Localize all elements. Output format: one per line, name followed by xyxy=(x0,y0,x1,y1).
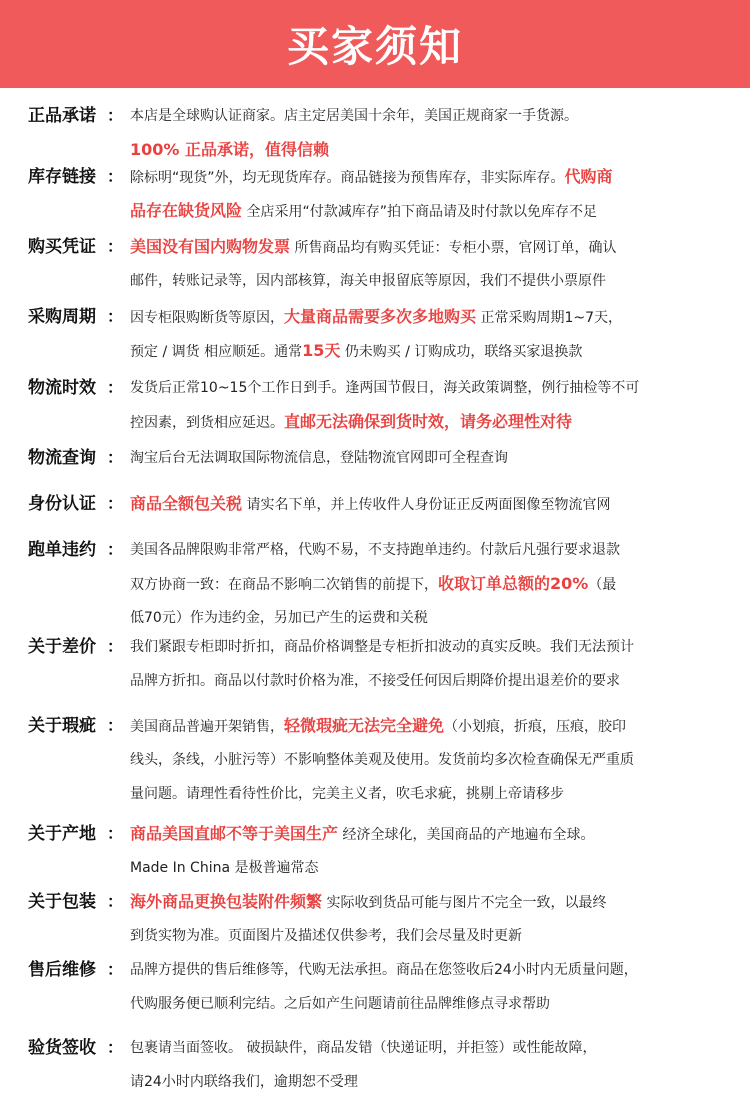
highlight-text: 商品全额包关税 xyxy=(130,494,243,513)
section-label: 物流查询 xyxy=(28,448,96,468)
section-line xyxy=(130,266,730,296)
highlight-text: 商品美国直邮不等于美国生产 xyxy=(130,824,339,843)
section-colon: ： xyxy=(107,378,124,397)
section-label: 验货签收 xyxy=(28,1038,96,1058)
body-text: 美国各品牌限购非常严格，代购不易，不支持跑单违约。付款后凡强行要求退款 xyxy=(130,542,620,558)
section-colon: ： xyxy=(107,106,124,125)
section-line xyxy=(130,196,730,227)
highlight-text: 美国没有国内购物发票 xyxy=(130,237,291,256)
body-text: 我们紧跟专柜即时折扣，商品价格调整是专柜折扣波动的真实反映。我们无法预计 xyxy=(130,639,634,655)
section-colon: ： xyxy=(107,540,124,559)
highlight-text: 收取订单总额的20% xyxy=(438,574,589,593)
section-colon: ： xyxy=(107,237,124,256)
highlight-text: 15天 xyxy=(302,341,341,360)
section-line xyxy=(130,955,730,985)
section-line xyxy=(130,569,730,600)
body-text: 美国商品普遍开架销售， xyxy=(130,719,284,735)
section-line xyxy=(130,711,730,742)
section-colon: ： xyxy=(107,1038,124,1057)
body-text: （最 xyxy=(588,577,617,593)
section-line xyxy=(130,819,730,850)
section-colon: ： xyxy=(107,716,124,735)
section-colon: ： xyxy=(107,494,124,513)
section-label: 关于瑕疵 xyxy=(28,716,96,736)
body-text: 低70元）作为违约金，另加已产生的运费和关税 xyxy=(130,610,428,626)
body-text: 正常采购周期1~7天， xyxy=(476,310,623,326)
section-colon: ： xyxy=(107,960,124,979)
highlight-text: 直邮无法确保到货时效，请务必理性对待 xyxy=(284,412,573,431)
section-colon: ： xyxy=(107,167,124,186)
body-text: 品牌方提供的售后维修等，代购无法承担。商品在您签收后24小时内无质量问题， xyxy=(130,962,638,978)
section-line xyxy=(130,989,730,1019)
highlight-text: 100% 正品承诺，值得信赖 xyxy=(130,140,330,159)
section-label: 关于产地 xyxy=(28,824,96,844)
section-line xyxy=(130,489,730,520)
section-line xyxy=(130,302,730,333)
highlight-text: 品存在缺货风险 xyxy=(130,201,243,220)
body-text: 因专柜限购断货等原因， xyxy=(130,310,284,326)
section-colon: ： xyxy=(107,824,124,843)
body-text: Made In China 是极普遍常态 xyxy=(130,860,319,876)
section-label: 库存链接 xyxy=(28,167,96,187)
section-label: 购买凭证 xyxy=(28,237,96,257)
section-line xyxy=(130,779,730,809)
page-title: 买家须知 xyxy=(286,22,463,71)
section-line xyxy=(130,632,730,662)
section-label: 关于包装 xyxy=(28,892,96,912)
highlight-text: 轻微瑕疵无法完全避免 xyxy=(284,716,445,735)
section-colon: ： xyxy=(107,448,124,467)
highlight-text: 海外商品更换包装附件频繁 xyxy=(130,892,323,911)
body-text: 线头，条线，小脏污等）不影响整体美观及使用。发货前均多次检查确保无严重质 xyxy=(130,752,634,768)
body-text: 实际收到货品可能与图片不完全一致，以最终 xyxy=(322,895,607,911)
section-line xyxy=(130,162,730,193)
section-label: 售后维修 xyxy=(28,960,96,980)
body-text: 本店是全球购认证商家。店主定居美国十余年，美国正规商家一手货源。 xyxy=(130,108,578,124)
section-line xyxy=(130,101,730,131)
section-label: 跑单违约 xyxy=(28,540,96,560)
section-colon: ： xyxy=(107,892,124,911)
body-text: 全店采用“付款减库存”拍下商品请及时付款以免库存不足 xyxy=(242,204,597,220)
body-text: 请实名下单，并上传收件人身份证正反两面图像至物流官网 xyxy=(242,497,611,513)
section-line xyxy=(130,745,730,775)
section-line xyxy=(130,373,730,403)
section-label: 正品承诺 xyxy=(28,106,96,126)
highlight-text: 代购商 xyxy=(564,167,613,186)
section-line xyxy=(130,603,730,633)
section-line xyxy=(130,887,730,918)
section-line xyxy=(130,443,730,473)
section-label: 身份认证 xyxy=(28,494,96,514)
body-text: 邮件，转账记录等，因内部核算，海关申报留底等原因，我们不提供小票原件 xyxy=(130,273,606,289)
section-line xyxy=(130,853,730,883)
body-text: 代购服务便已顺利完结。之后如产生问题请前往品牌维修点寻求帮助 xyxy=(130,996,550,1012)
header-banner xyxy=(0,0,750,88)
body-text: 预定 / 调货 相应顺延。通常 xyxy=(130,344,303,360)
body-text: 所售商品均有购买凭证：专柜小票，官网订单，确认 xyxy=(290,240,617,256)
body-text: 淘宝后台无法调取国际物流信息，登陆物流官网即可全程查询 xyxy=(130,450,508,466)
body-text: 仍未购买 / 订购成功，联络买家退换款 xyxy=(340,344,583,360)
body-text: 到货实物为准。页面图片及描述仅供参考，我们会尽量及时更新 xyxy=(130,928,522,944)
highlight-text: 大量商品需要多次多地购买 xyxy=(284,307,477,326)
section-line xyxy=(130,666,730,696)
section-line xyxy=(130,921,730,951)
section-colon: ： xyxy=(107,637,124,656)
body-text: 品牌方折扣。商品以付款时价格为准，不接受任何因后期降价提出退差价的要求 xyxy=(130,673,620,689)
section-line xyxy=(130,232,730,263)
body-text: 包裹请当面签收。 破损缺件，商品发错（快递证明，并拒签）或性能故障， xyxy=(130,1040,597,1056)
section-label: 关于差价 xyxy=(28,637,96,657)
section-label: 采购周期 xyxy=(28,307,96,327)
section-colon: ： xyxy=(107,307,124,326)
body-text: 控因素，到货相应延迟。 xyxy=(130,415,284,431)
body-text: 量问题。请理性看待性价比，完美主义者，吹毛求疵，挑剔上帝请移步 xyxy=(130,786,564,802)
section-line xyxy=(130,336,730,367)
body-text: 请24小时内联络我们，逾期恕不受理 xyxy=(130,1074,358,1090)
body-text: （小划痕，折痕，压痕，胶印 xyxy=(444,719,627,735)
body-text: 发货后正常10~15个工作日到手。逢两国节假日，海关政策调整，例行抽检等不可 xyxy=(130,380,640,396)
body-text: 除标明“现货”外，均无现货库存。商品链接为预售库存，非实际库存。 xyxy=(130,170,565,186)
section-line xyxy=(130,535,730,565)
section-label: 物流时效 xyxy=(28,378,96,398)
body-text: 经济全球化，美国商品的产地遍布全球。 xyxy=(338,827,595,843)
section-line xyxy=(130,407,730,438)
section-line xyxy=(130,1067,730,1097)
body-text: 双方协商一致：在商品不影响二次销售的前提下， xyxy=(130,577,438,593)
section-line xyxy=(130,1033,730,1063)
